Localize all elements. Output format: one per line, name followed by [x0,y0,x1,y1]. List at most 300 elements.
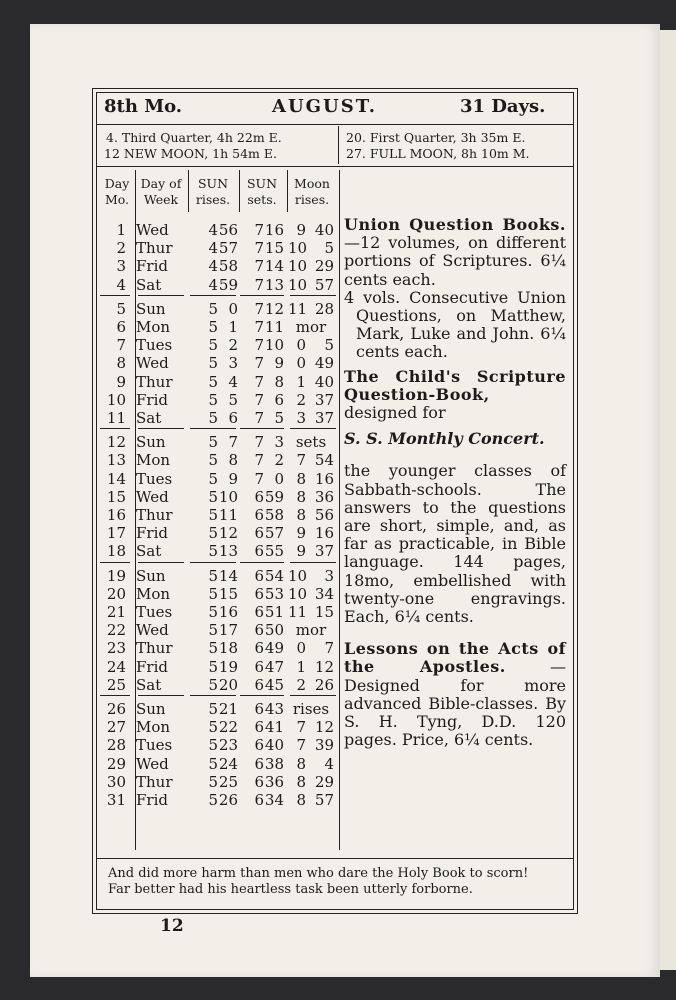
cell-mh: 7 [296,718,306,737]
group-rule [240,562,284,563]
cell-mm: 16 [314,469,334,488]
cell-w: Frid [136,524,168,543]
cell-rh: 4 [208,275,218,294]
cell-rm: 26 [218,791,238,809]
cell-mm: 40 [314,372,334,391]
cell-rm: 5 [228,390,238,409]
cell-mo: sets [295,433,327,452]
group-rule [100,295,130,296]
cell-w: Sun [136,299,166,318]
group-rule [290,695,336,696]
cell-rh: 5 [208,299,218,318]
cell-sm: 13 [264,275,284,294]
cell-w: Sat [136,675,162,694]
cell-rm: 3 [228,354,238,373]
table-top-rule [97,166,573,167]
cell-mm: 7 [324,639,334,658]
cell-w: Frid [136,257,168,276]
cell-sh: 6 [254,584,264,603]
cell-sh: 7 [254,469,264,488]
cell-rm: 10 [218,487,238,506]
cell-d: 5 [116,299,126,318]
table-row [100,621,340,639]
cell-mh: 8 [296,506,306,524]
cell-w: Tues [136,603,173,621]
cell-rm: 7 [228,433,238,452]
cell-mm: 29 [314,772,334,791]
table-row [100,239,340,257]
cell-d: 19 [106,566,126,585]
cell-mh: 1 [296,372,306,391]
cell-mm: 57 [314,791,334,809]
table-row [100,676,340,694]
cell-d: 21 [106,603,126,621]
cell-sm: 41 [264,718,284,737]
cell-w: Thur [136,372,173,391]
cell-sm: 14 [264,257,284,276]
cell-d: 23 [106,639,126,658]
cell-rm: 57 [218,239,238,258]
cell-rh: 5 [208,675,218,694]
moon-phase-1: 4. Third Quarter, 4h 22m E. [106,130,282,145]
cell-sm: 55 [264,542,284,561]
cell-rm: 58 [218,257,238,276]
cell-rh: 5 [208,409,218,427]
cell-d: 25 [106,675,126,694]
cell-rh: 5 [208,451,218,470]
col-sun-rises: SUN rises. [195,176,231,207]
cell-rh: 5 [208,318,218,336]
cell-rm: 25 [218,772,238,791]
cell-rm: 15 [218,584,238,603]
table-row [100,718,340,736]
table-row [100,658,340,676]
union-vols: 4 vols. Consecutive Union Questions, on Matthew, Mark, Luke and John. 6¼ cents each. [344,287,566,362]
cell-rm: 17 [218,621,238,640]
group-rule [138,295,184,296]
cell-sm: 9 [274,354,284,373]
cell-rh: 5 [208,736,218,755]
divider-4 [287,170,288,212]
group-rule [100,562,130,563]
cell-rm: 9 [228,469,238,488]
cell-sh: 6 [254,718,264,737]
cell-sh: 6 [254,675,264,694]
cell-d: 2 [116,239,126,258]
cell-rh: 5 [208,603,218,621]
cell-d: 27 [106,718,126,737]
cell-mh: 1 [296,657,306,676]
cell-sm: 38 [264,754,284,773]
cell-sh: 7 [254,221,264,239]
cell-sh: 7 [254,336,264,355]
cell-rh: 5 [208,791,218,809]
cell-w: Sat [136,409,162,427]
cell-rm: 16 [218,603,238,621]
cell-d: 26 [106,700,126,718]
table-row [100,542,340,560]
cell-mm: 54 [314,451,334,470]
table-row [100,300,340,318]
group-rule [290,562,336,563]
cell-d: 1 [116,221,126,239]
cell-mh: 10 [288,566,308,585]
cell-sh: 6 [254,542,264,561]
group-rule [138,695,184,696]
cell-sh: 7 [254,372,264,391]
cell-rh: 4 [208,239,218,258]
cell-w: Sat [136,542,162,561]
group-rule [240,695,284,696]
cell-sm: 47 [264,657,284,676]
table-row [100,336,340,354]
cell-rh: 5 [208,657,218,676]
cell-sm: 50 [264,621,284,640]
divider-2 [188,170,189,212]
group-rule [190,295,236,296]
cell-rm: 23 [218,736,238,755]
cell-sh: 7 [254,409,264,427]
cell-d: 16 [106,506,126,524]
cell-d: 28 [106,736,126,755]
cell-sm: 5 [274,409,284,427]
col-sun-sets: SUN sets. [246,176,278,207]
cell-d: 18 [106,542,126,561]
cell-sm: 43 [264,700,284,718]
cell-rm: 8 [228,451,238,470]
footer-rule [97,858,573,859]
cell-mm: 40 [314,221,334,239]
table-row [100,791,340,809]
table-row [100,318,340,336]
table-row [100,354,340,372]
table-row [100,276,340,294]
cell-rm: 19 [218,657,238,676]
footer-line-2: Far better had his heartless task been utterly forborne. [108,882,473,897]
cell-rh: 5 [208,718,218,737]
cell-rh: 5 [208,336,218,355]
cell-sh: 7 [254,257,264,276]
cell-mm: 12 [314,718,334,737]
cell-rm: 4 [228,372,238,391]
cell-sh: 6 [254,506,264,524]
cell-mm: 16 [314,524,334,543]
cell-mo: rises [292,700,330,718]
cell-rm: 6 [228,409,238,427]
child-ad: The Child's Scripture Question-Book, designed for [344,366,566,423]
table-row [100,373,340,391]
cell-mh: 8 [296,469,306,488]
table-row [100,221,340,239]
cell-sh: 7 [254,318,264,336]
cell-sh: 6 [254,700,264,718]
header-rule [97,124,573,125]
moon-phase-2: 12 NEW MOON, 1h 54m E. [104,146,277,161]
cell-mh: 10 [288,239,308,258]
cell-sh: 7 [254,433,264,452]
table-row [100,409,340,427]
cell-w: Thur [136,239,173,258]
cell-sm: 11 [264,318,284,336]
cell-rh: 5 [208,621,218,640]
group-rule [290,428,336,429]
cell-w: Frid [136,657,168,676]
cell-mh: 0 [296,336,306,355]
cell-d: 12 [106,433,126,452]
cell-sh: 6 [254,772,264,791]
cell-sm: 15 [264,239,284,258]
cell-w: Tues [136,736,173,755]
cell-sh: 7 [254,390,264,409]
table-row [100,488,340,506]
group-rule [290,295,336,296]
cell-sh: 6 [254,566,264,585]
group-rule [240,428,284,429]
cell-mh: 2 [296,390,306,409]
cell-mh: 8 [296,754,306,773]
cell-mh: 7 [296,451,306,470]
cell-mh: 9 [296,221,306,239]
table-row [100,391,340,409]
cell-rm: 13 [218,542,238,561]
footer-line-1: And did more harm than men who dare the Holy Book to scorn! [108,866,529,881]
cell-w: Tues [136,336,173,355]
moon-phase-3: 20. First Quarter, 3h 35m E. [346,130,526,145]
cell-rm: 22 [218,718,238,737]
cell-sm: 12 [264,299,284,318]
cell-d: 3 [116,257,126,276]
cell-sh: 6 [254,487,264,506]
cell-mm: 26 [314,675,334,694]
cell-sh: 6 [254,657,264,676]
cell-w: Sun [136,566,166,585]
table-row [100,639,340,657]
col-moon-rises: Moon rises. [294,176,330,207]
cell-w: Mon [136,451,171,470]
child-body: the younger classes of Sabbath-schools. The answers to the questions are short, simple, and, as far as practicable, in Bible language. 144 pages, 18mo, embellished with twenty-one engravings. Each, 6¼ cents. [344,461,566,627]
divider-3 [239,170,240,212]
moon-phase-4: 27. FULL MOON, 8h 10m M. [346,146,530,161]
cell-mh: 0 [296,639,306,658]
cell-rh: 5 [208,433,218,452]
cell-mh: 11 [288,299,308,318]
cell-w: Sat [136,275,162,294]
cell-rm: 1 [228,318,238,336]
cell-sm: 36 [264,772,284,791]
cell-mm: 5 [324,239,334,258]
cell-mh: 10 [288,275,308,294]
cell-rh: 5 [208,542,218,561]
cell-mh: 8 [296,487,306,506]
cell-w: Mon [136,718,171,737]
cell-mm: 56 [314,506,334,524]
cell-w: Sun [136,700,166,718]
cell-mm: 49 [314,354,334,373]
table-row [100,773,340,791]
cell-mm: 4 [324,754,334,773]
cell-mh: 8 [296,772,306,791]
cell-rh: 5 [208,390,218,409]
cell-sh: 6 [254,621,264,640]
table-row [100,470,340,488]
cell-mh: 8 [296,791,306,809]
cell-d: 7 [116,336,126,355]
cell-mh: 11 [288,603,308,621]
union-ad: Union Question Books.—12 volumes, on different portions of Scriptures. 6¼ cents each. [344,215,566,289]
cell-d: 30 [106,772,126,791]
cell-d: 6 [116,318,126,336]
cell-mm: 39 [314,736,334,755]
cell-rh: 5 [208,754,218,773]
cell-mm: 5 [324,336,334,355]
cell-sm: 51 [264,603,284,621]
cell-rh: 5 [208,566,218,585]
cell-mh: 9 [296,542,306,561]
cell-mm: 36 [314,487,334,506]
cell-w: Thur [136,506,173,524]
cell-sm: 53 [264,584,284,603]
month-number: 8th Mo. [104,96,183,117]
cell-sm: 3 [274,433,284,452]
table-row [100,755,340,773]
cell-rm: 0 [228,299,238,318]
cell-sm: 16 [264,221,284,239]
cell-d: 11 [106,409,126,427]
cell-sh: 7 [254,239,264,258]
cell-sm: 57 [264,524,284,543]
cell-mm: 28 [314,299,334,318]
cell-mh: 10 [288,257,308,276]
cell-w: Wed [136,221,169,239]
page-number: 12 [160,916,184,936]
cell-sh: 6 [254,736,264,755]
cell-w: Tues [136,469,173,488]
group-rule [190,562,236,563]
cell-rm: 24 [218,754,238,773]
cell-rm: 11 [218,506,238,524]
cell-rh: 4 [208,221,218,239]
cell-d: 4 [116,275,126,294]
cell-mh: 0 [296,354,306,373]
cell-d: 13 [106,451,126,470]
cell-d: 10 [106,390,126,409]
table-row [100,603,340,621]
cell-rh: 5 [208,372,218,391]
cell-w: Thur [136,639,173,658]
group-rule [100,695,130,696]
cell-d: 29 [106,754,126,773]
cell-mh: 9 [296,524,306,543]
lessons-ad: Lessons on the Acts of the Apostles. — Designed for more advanced Bible-classes. By S. H. Tyng, D.D. 120 pages. Price, 6¼ cents. [344,639,566,750]
concert-heading: S. S. Monthly Concert. [344,429,545,449]
cell-mm: 37 [314,390,334,409]
cell-d: 17 [106,524,126,543]
cell-sm: 0 [274,469,284,488]
cell-mo: mor [295,621,327,640]
cell-d: 8 [116,354,126,373]
cell-rh: 5 [208,469,218,488]
cell-w: Mon [136,318,171,336]
cell-rh: 5 [208,506,218,524]
advertisements [344,216,566,749]
cell-w: Frid [136,390,168,409]
cell-sm: 45 [264,675,284,694]
cell-rm: 12 [218,524,238,543]
cell-sm: 54 [264,566,284,585]
cell-sh: 7 [254,451,264,470]
cell-mh: 2 [296,675,306,694]
cell-d: 22 [106,621,126,640]
cell-w: Wed [136,754,169,773]
cell-rm: 21 [218,700,238,718]
cell-w: Sun [136,433,166,452]
cell-sm: 2 [274,451,284,470]
group-rule [138,562,184,563]
cell-w: Frid [136,791,168,809]
cell-mh: 3 [296,409,306,427]
cell-d: 31 [106,791,126,809]
cell-rm: 20 [218,675,238,694]
cell-rm: 59 [218,275,238,294]
group-rule [190,695,236,696]
cell-d: 15 [106,487,126,506]
table-row [100,433,340,451]
cell-rm: 56 [218,221,238,239]
col-day: Day Mo. [104,176,130,207]
cell-d: 14 [106,469,126,488]
cell-sm: 40 [264,736,284,755]
table-row [100,700,340,718]
cell-mo: mor [295,318,327,336]
cell-mm: 57 [314,275,334,294]
page-edge [660,30,676,970]
cell-sm: 34 [264,791,284,809]
group-rule [100,428,130,429]
cell-rh: 5 [208,700,218,718]
table-row [100,257,340,275]
cell-d: 9 [116,372,126,391]
cell-w: Wed [136,487,169,506]
group-rule [240,295,284,296]
moon-divider [338,126,339,164]
cell-sh: 6 [254,791,264,809]
month-name: AUGUST. [272,96,378,117]
cell-sh: 6 [254,639,264,658]
cell-sm: 8 [274,372,284,391]
cell-d: 20 [106,584,126,603]
cell-rm: 14 [218,566,238,585]
cell-w: Wed [136,621,169,640]
cell-rh: 5 [208,487,218,506]
table-row [100,506,340,524]
cell-mm: 29 [314,257,334,276]
table-row [100,451,340,469]
cell-mm: 34 [314,584,334,603]
cell-rh: 5 [208,584,218,603]
table-row [100,567,340,585]
cell-w: Mon [136,584,171,603]
cell-sh: 6 [254,524,264,543]
cell-sh: 7 [254,275,264,294]
cell-sh: 7 [254,354,264,373]
cell-mm: 37 [314,409,334,427]
cell-sm: 49 [264,639,284,658]
cell-sm: 59 [264,487,284,506]
cell-mh: 7 [296,736,306,755]
table-row [100,736,340,754]
cell-sh: 7 [254,299,264,318]
cell-rh: 5 [208,524,218,543]
